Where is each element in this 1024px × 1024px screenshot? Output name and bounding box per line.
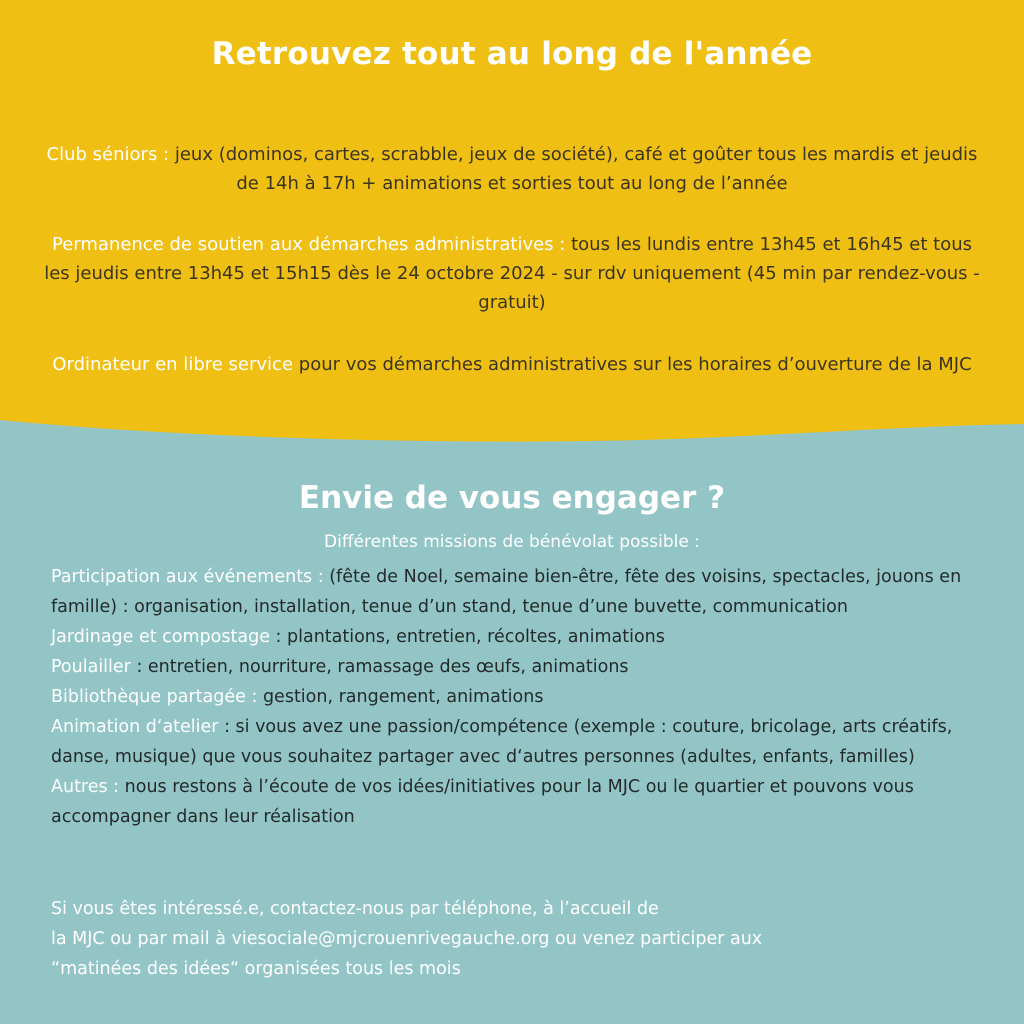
mission-text: : plantations, entretien, récoltes, animations — [275, 627, 665, 647]
permanence-text: tous les lundis entre 13h45 et 16h45 et tous les jeudis entre 13h45 et 15h15 dès le 24 octobre 2024 - sur rdv uniquement (45 min par rendez-vous - gratuit) — [44, 234, 980, 313]
permanence-label: Permanence de soutien aux démarches administratives : — [51, 234, 566, 255]
mission-text: : si vous avez une passion/compétence (exemple : couture, bricolage, arts créatifs, danse, musique) que vous souhaitez partager avec d‘autres personnes (adultes, enfants, familles) — [51, 717, 953, 767]
mission-text: : entretien, nourriture, ramassage des œufs, animations — [136, 657, 629, 677]
contact-line-2: la MJC ou par mail à viesociale@mjcrouenrivegauche.org ou venez participer aux — [51, 929, 763, 949]
mission-label: Animation d‘atelier — [51, 717, 219, 737]
list-item — [51, 772, 981, 832]
contact-info — [51, 894, 981, 984]
mission-label: Autres : — [51, 777, 120, 797]
missions-list — [51, 562, 981, 832]
mission-text: nous restons à l’écoute de vos idées/initiatives pour la MJC ou le quartier et pouvons vous accompagner dans leur réalisation — [51, 777, 914, 827]
list-item — [51, 682, 981, 712]
club-seniors-paragraph — [40, 140, 984, 198]
mission-text: gestion, rangement, animations — [262, 687, 544, 707]
mission-label: Poulailler — [51, 657, 131, 677]
permanence-paragraph — [40, 230, 984, 317]
missions-subtitle: Différentes missions de bénévolat possible : — [324, 532, 700, 552]
club-seniors-text: jeux (dominos, cartes, scrabble, jeux de société), café et goûter tous les mardis et jeudis de 14h à 17h + animations et sorties tout au long de l’année — [174, 144, 978, 194]
section-title-year: Retrouvez tout au long de l'année — [211, 36, 813, 72]
contact-line-3: “matinées des idées“ organisées tous les mois — [51, 959, 461, 979]
list-item — [51, 622, 981, 652]
contact-line-1: Si vous êtes intéressé.e, contactez-nous par téléphone, à l’accueil de — [51, 899, 659, 919]
club-seniors-label: Club séniors : — [46, 144, 170, 165]
ordinateur-paragraph — [40, 350, 984, 379]
section-title-engage: Envie de vous engager ? — [298, 480, 726, 516]
list-item — [51, 652, 981, 682]
mission-label: Bibliothèque partagée : — [51, 687, 258, 707]
mission-label: Participation aux événements : — [51, 567, 324, 587]
mission-text: (fête de Noel, semaine bien-être, fête des voisins, spectacles, jouons en famille) : organisation, installation, tenue d’un stand, tenue d’une buvette, communication — [51, 567, 962, 617]
ordinateur-text: pour vos démarches administratives sur les horaires d’ouverture de la MJC — [298, 354, 972, 375]
ordinateur-label: Ordinateur en libre service — [52, 354, 294, 375]
mission-label: Jardinage et compostage — [51, 627, 270, 647]
list-item — [51, 712, 981, 772]
list-item — [51, 562, 981, 622]
